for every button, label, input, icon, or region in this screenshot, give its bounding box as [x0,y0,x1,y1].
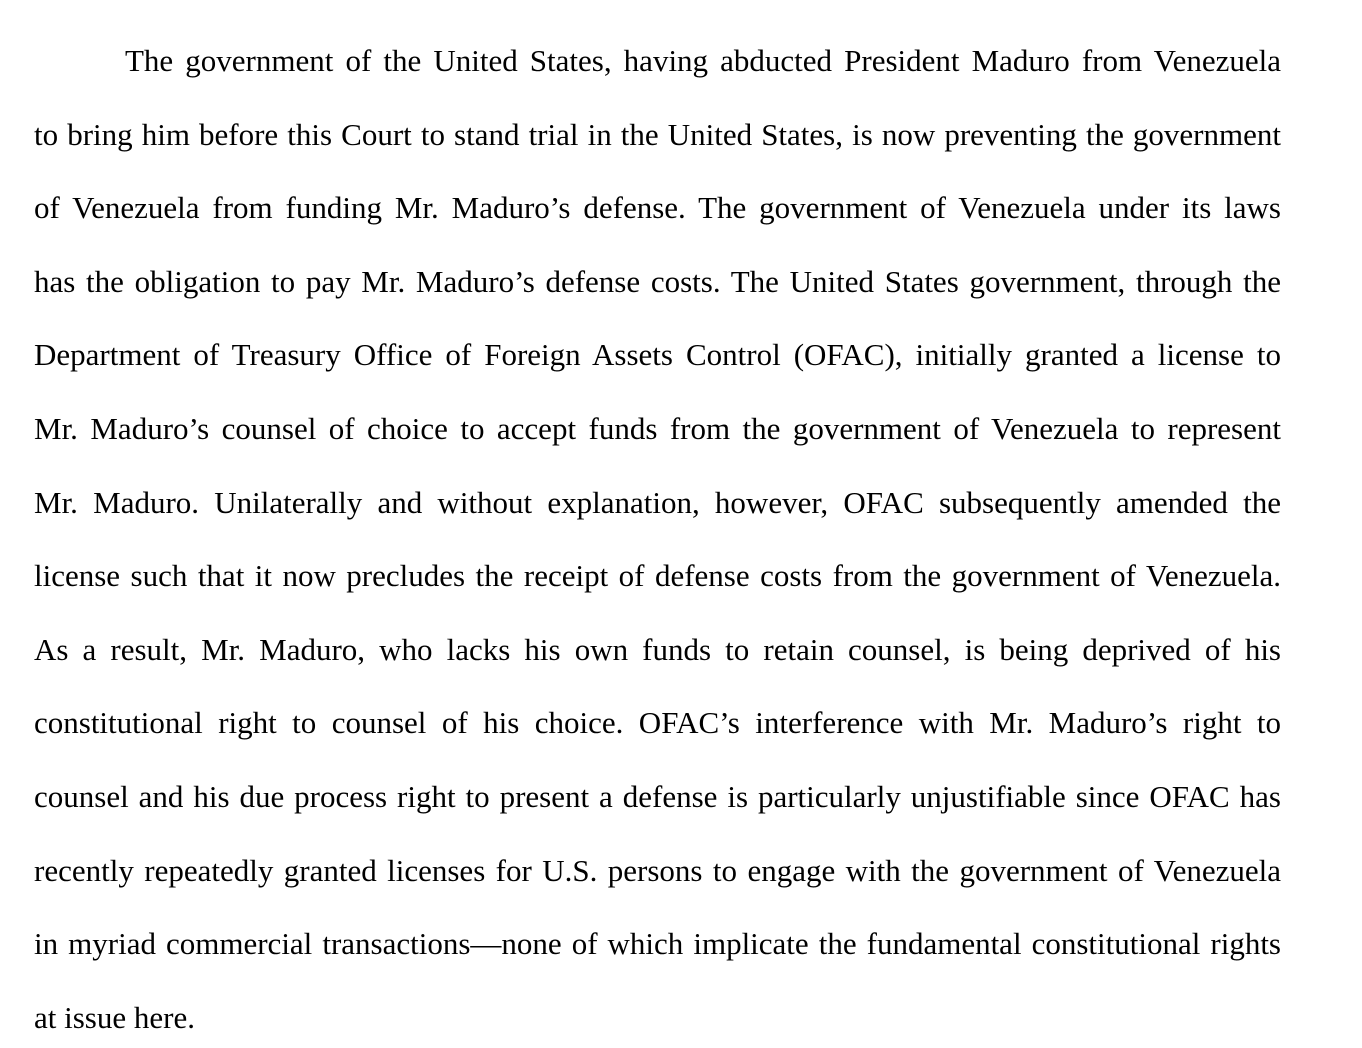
text-line-11: counsel and his due process right to present a defense is particularly unjustifiable since OFAC has [34,778,1281,814]
text-line-5: Department of Treasury Office of Foreign Assets Control (OFAC), initially granted a license to [34,337,1281,373]
paragraph [34,24,1281,1048]
text-line-14: at issue here. [34,999,195,1035]
text-line-7: Mr. Maduro. Unilaterally and without explanation, however, OFAC subsequently amended the [34,484,1281,520]
text-line-4: has the obligation to pay Mr. Maduro’s defense costs. The United States government, through the [34,263,1281,299]
text-line-13: in myriad commercial transactions—none of which implicate the fundamental constitutional rights [34,926,1281,962]
text-line-9: As a result, Mr. Maduro, who lacks his own funds to retain counsel, is being deprived of his [34,631,1281,667]
text-line-6: Mr. Maduro’s counsel of choice to accept funds from the government of Venezuela to represent [34,410,1281,446]
text-line-8: license such that it now precludes the receipt of defense costs from the government of Venezuela. [34,558,1281,594]
text-line-10: constitutional right to counsel of his choice. OFAC’s interference with Mr. Maduro’s right to [34,705,1281,741]
text-line-2: to bring him before this Court to stand trial in the United States, is now preventing the government [34,116,1281,152]
text-line-1: The government of the United States, having abducted President Maduro from Venezuela [125,43,1281,78]
text-line-12: recently repeatedly granted licenses for U.S. persons to engage with the government of Venezuela [34,852,1281,888]
text-line-3: of Venezuela from funding Mr. Maduro’s defense. The government of Venezuela under its laws [34,190,1281,226]
